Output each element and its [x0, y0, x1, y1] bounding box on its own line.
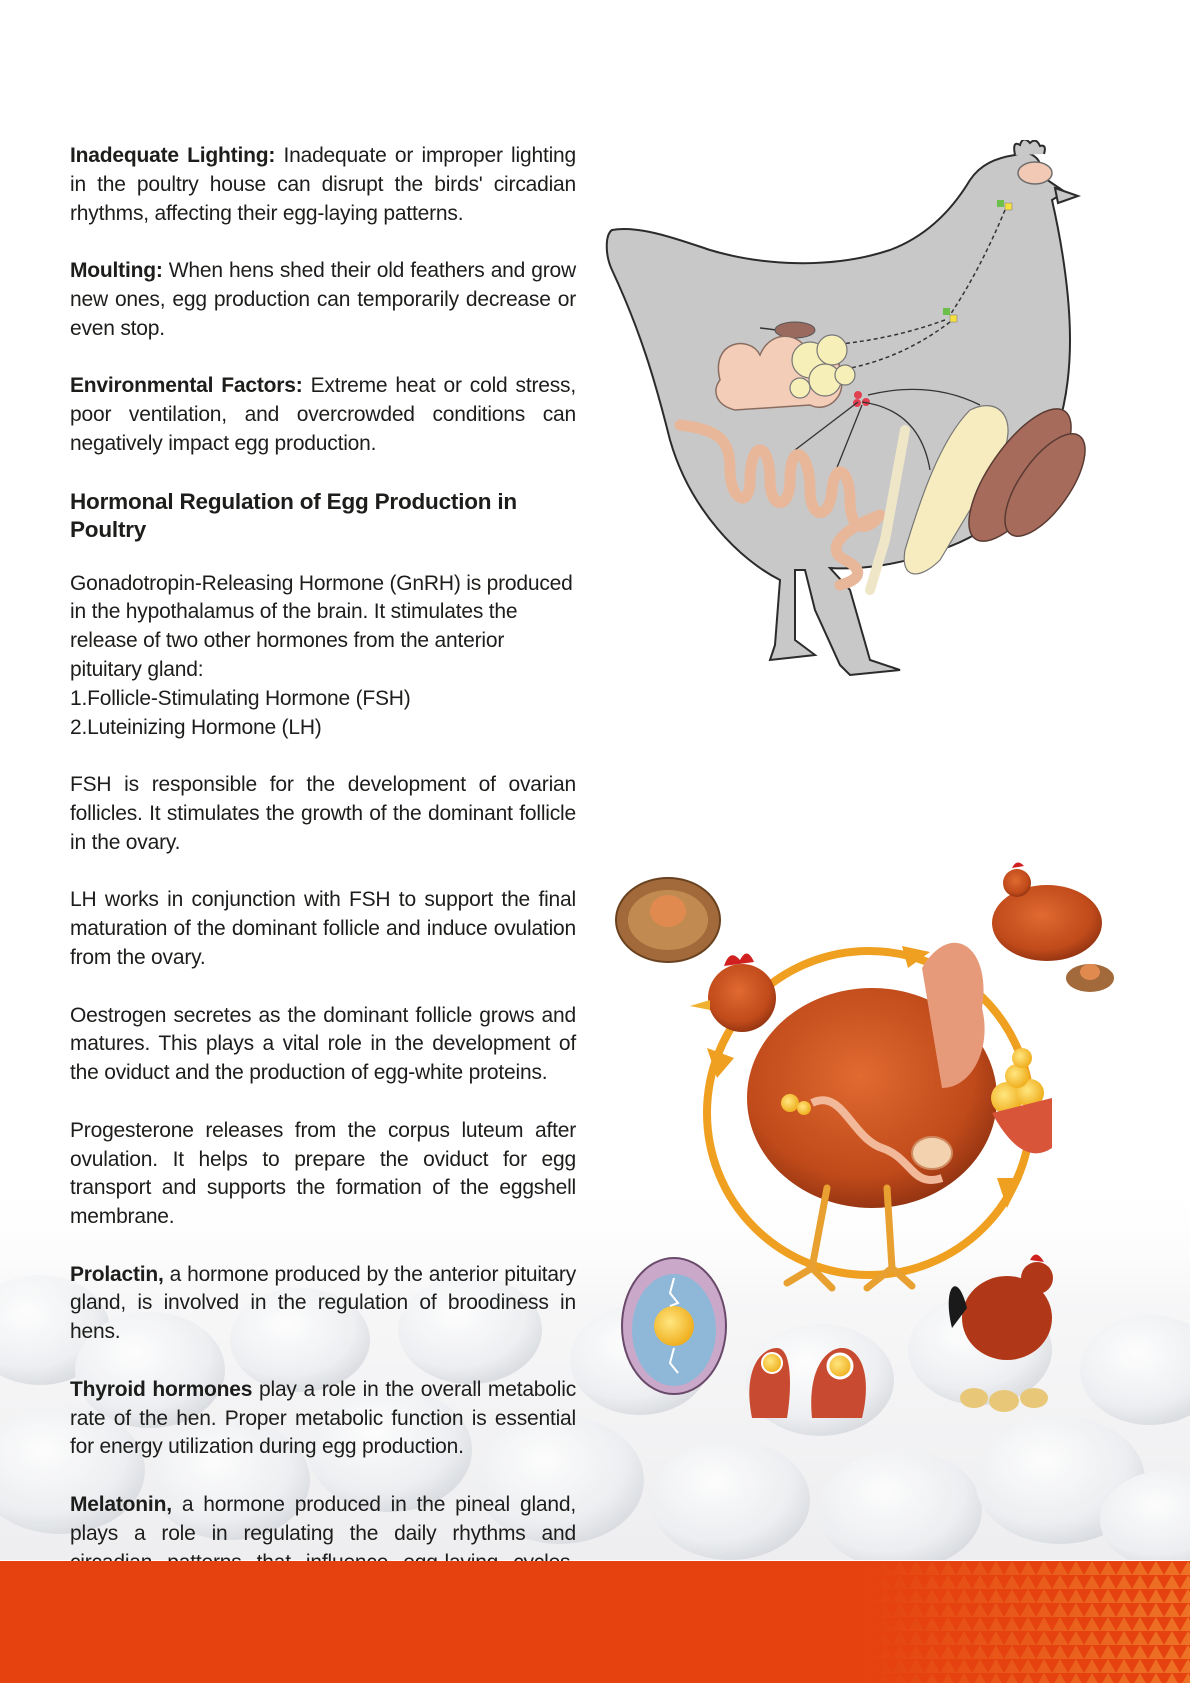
footer-band [0, 1561, 1190, 1683]
moulting-paragraph [70, 257, 576, 343]
oestrogen-paragraph: Oestrogen secretes as the dominant follicle grows and matures. This plays a vital role in the development of the oviduct and the production of egg-white proteins. [70, 1003, 576, 1085]
egg-laying-cycle-illustration [612, 848, 1132, 1428]
gnrh-paragraph [70, 570, 576, 743]
lighting-text: Inadequate or improper lighting in the poultry house can disrupt the birds' circadian rhythms, affecting their egg-laying patterns. [70, 144, 577, 225]
hormone-list-item-fsh: 1.Follicle-Stimulating Hormone (FSH) [70, 686, 411, 710]
thyroid-term: Thyroid hormones [70, 1377, 253, 1401]
progesterone-paragraph: Progesterone releases from the corpus luteum after ovulation. It helps to prepare the oviduct for egg transport and supports the formation of the eggshell membrane. [70, 1118, 576, 1229]
section-title: Hormonal Regulation of Egg Production in Poultry [70, 488, 517, 542]
moulting-term: Moulting: [70, 259, 163, 283]
thyroid-paragraph [70, 1376, 576, 1462]
melatonin-text: a hormone produced in the pineal gland, plays a role in regulating the daily rhythms and [70, 1493, 576, 1545]
body-text-column [70, 142, 576, 1635]
prolactin-term: Prolactin, [70, 1262, 164, 1286]
prolactin-text: a hormone produced by the anterior pituitary gland, is involved in the regulation of broodiness in hens. [70, 1262, 576, 1344]
hormone-list-item-lh: 2.Luteinizing Hormone (LH) [70, 715, 322, 739]
melatonin-term: Melatonin, [70, 1493, 172, 1517]
environment-text: Extreme heat or cold stress, poor ventilation, and overcrowded conditions can negatively impact egg production. [70, 374, 576, 455]
environment-term: Environmental Factors: [70, 374, 303, 398]
lighting-term: Inadequate Lighting: [70, 144, 276, 167]
gnrh-text: Gonadotropin-Releasing Hormone (GnRH) is produced in the hypothalamus of the brain. It stimulates the release of two other hormones from the anterior pituitary gland: [70, 571, 573, 681]
thyroid-text: play a role in the overall metabolic rate of the hen. Proper metabolic function is essential for energy utilization during egg production. [70, 1377, 576, 1459]
lh-paragraph: LH works in conjunction with FSH to support the final maturation of the dominant follicle and induce ovulation from the ovary. [70, 888, 576, 969]
environment-paragraph [70, 372, 576, 458]
lighting-paragraph [70, 142, 576, 228]
fsh-paragraph: FSH is responsible for the development of ovarian follicles. It stimulates the growth of the dominant follicle in the ovary. [70, 773, 576, 854]
moulting-text: When hens shed their old feathers and grow new ones, egg production can temporarily decrease or even stop. [70, 259, 576, 340]
hen-anatomy-diagram [600, 140, 1100, 710]
prolactin-paragraph [70, 1261, 576, 1347]
